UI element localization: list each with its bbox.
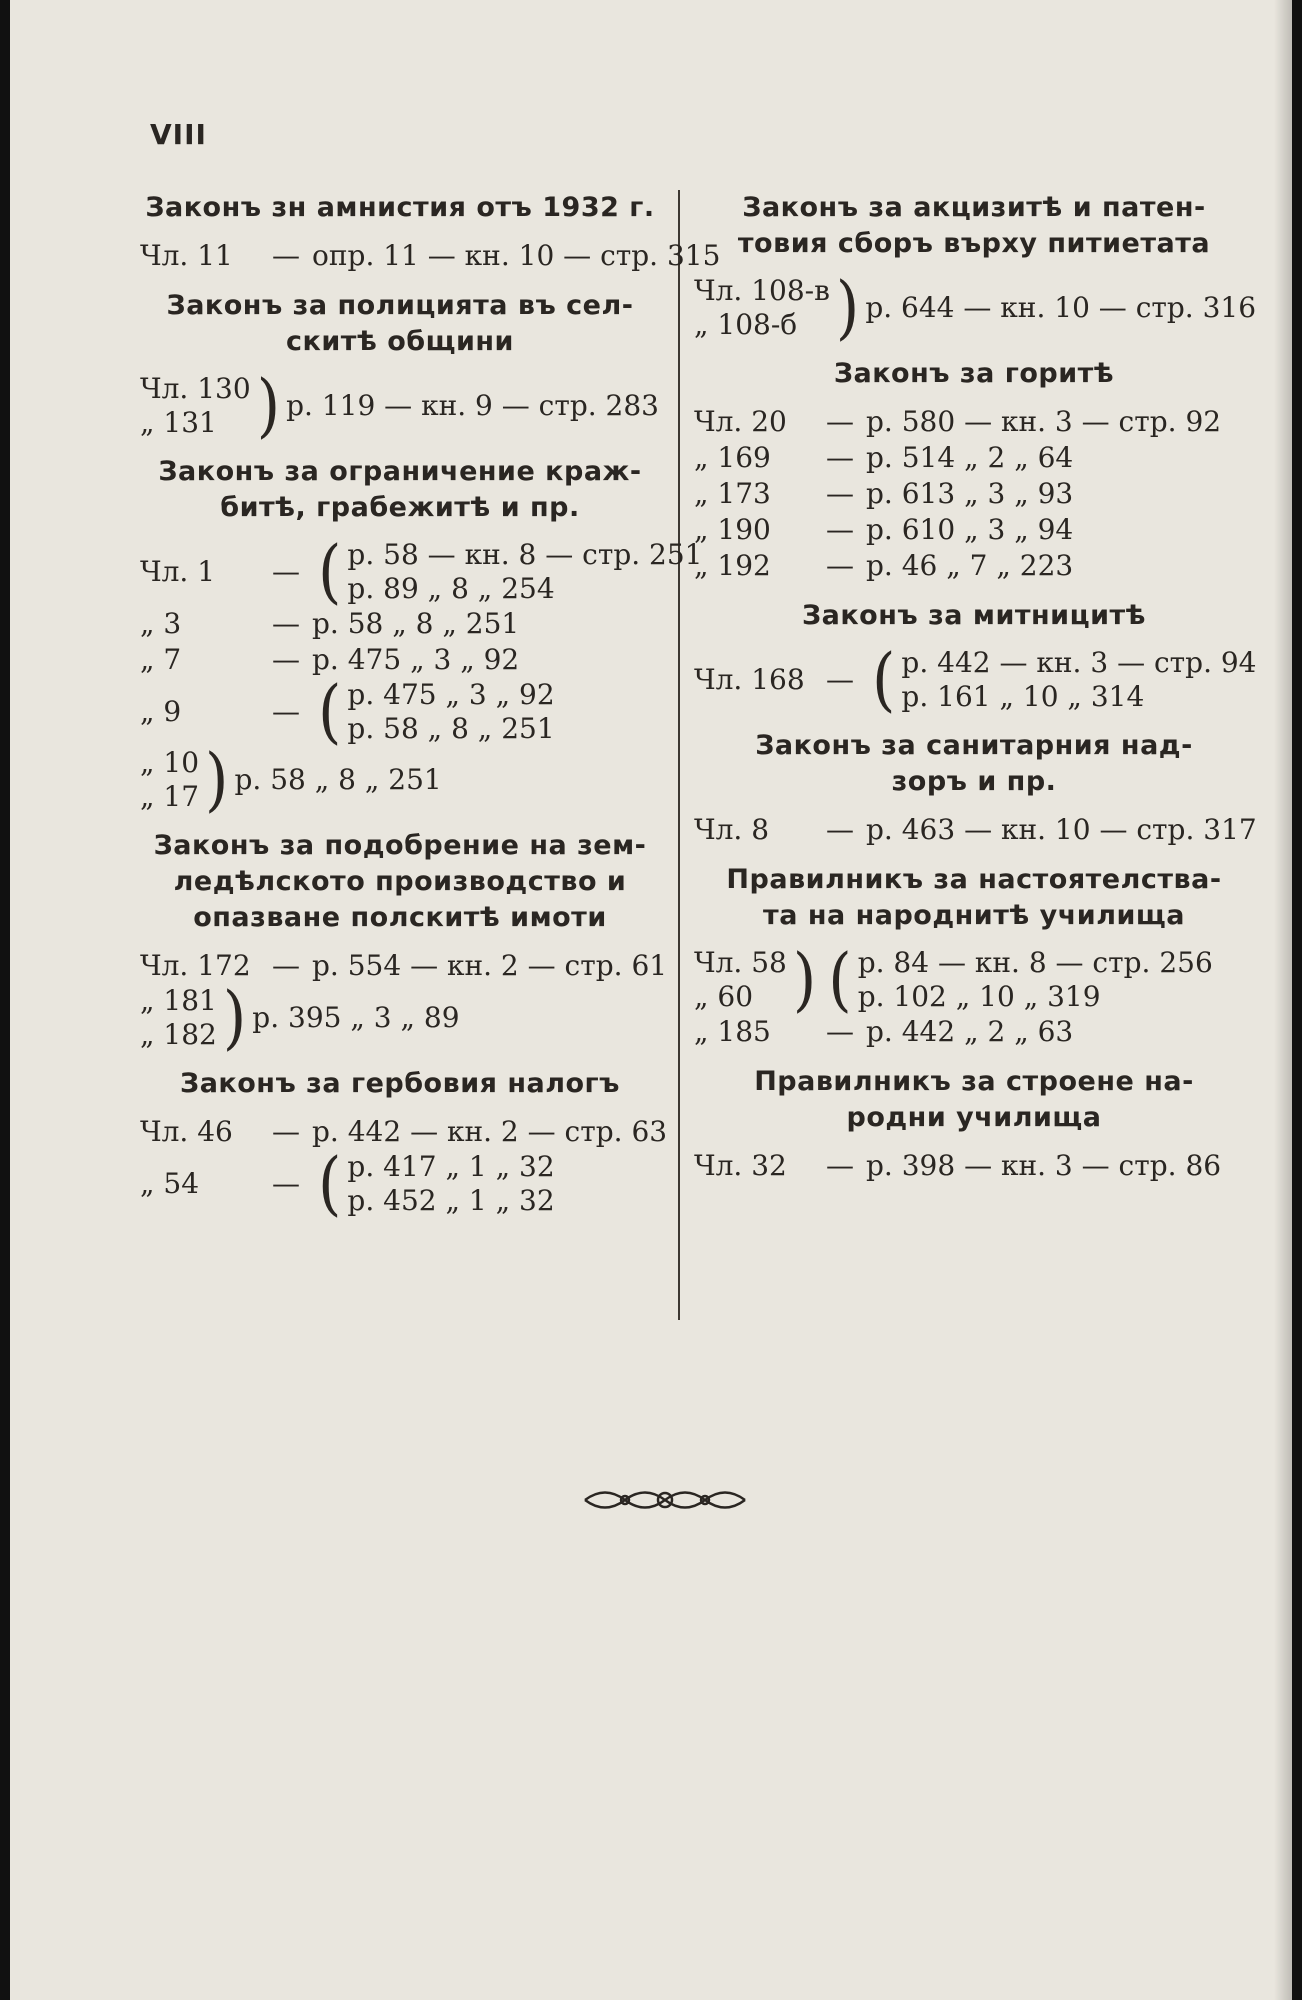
law-title-line: Законъ за гербовия налогъ: [180, 1068, 620, 1099]
article-references: [694, 939, 1254, 1050]
reference: р. 514 „ 2 „ 64: [866, 441, 1074, 474]
law-title: [140, 190, 660, 226]
article-references: [694, 1148, 1254, 1184]
dash: —: [826, 441, 854, 474]
article-row: [140, 238, 721, 274]
article-row: [140, 365, 660, 447]
reference: р. 554 — кн. 2 — стр. 61: [312, 949, 668, 982]
article-number: Чл. 168: [694, 663, 805, 696]
dash: —: [826, 513, 854, 546]
article-number: Чл. 8: [694, 813, 770, 846]
article-row: [694, 267, 1257, 349]
reference: р. 58 — кн. 8 — стр. 251: [347, 538, 703, 571]
law-title: [694, 598, 1254, 634]
closing-brace: ): [835, 267, 860, 349]
book-page: [10, 0, 1292, 2000]
law-title-line: зоръ и пр.: [891, 766, 1057, 797]
reference-group: [347, 678, 554, 746]
law-title: [140, 288, 660, 360]
reference: р. 613 „ 3 „ 93: [866, 477, 1074, 510]
law-title: [140, 1066, 660, 1102]
closing-brace: ): [256, 365, 281, 447]
dash: —: [272, 695, 300, 728]
reference: р. 417 „ 1 „ 32: [347, 1150, 555, 1183]
law-section: [140, 828, 668, 1059]
article-numbers: [140, 746, 199, 814]
article-row: [140, 1114, 668, 1150]
law-title-line: Законъ за горитѣ: [833, 358, 1115, 389]
law-title-line: Законъ за митницитѣ: [801, 600, 1147, 631]
article-numbers: [140, 372, 251, 440]
dash: —: [272, 949, 300, 982]
law-title-line: опазване полскитѣ имоти: [193, 902, 607, 933]
law-title: [694, 728, 1254, 800]
article-references: [140, 948, 668, 1059]
article-number: „ 60: [694, 980, 754, 1013]
article-numbers: [694, 946, 787, 1014]
article-numbers: [694, 274, 830, 342]
reference: р. 161 „ 10 „ 314: [901, 680, 1145, 713]
closing-brace: ): [222, 977, 247, 1059]
law-title-line: товия сборъ върху питиетата: [737, 228, 1211, 259]
article-number: Чл. 108-в: [694, 274, 830, 307]
reference: р. 119 — кн. 9 — стр. 283: [286, 389, 659, 422]
reference: р. 58 „ 8 „ 251: [347, 712, 555, 745]
reference-group: [901, 646, 1256, 714]
article-references: [140, 238, 721, 274]
reference: р. 463 — кн. 10 — стр. 317: [866, 813, 1257, 846]
reference-group: [347, 1150, 554, 1218]
article-references: [694, 267, 1257, 349]
article-row: [140, 739, 660, 821]
article-row: [694, 1014, 1254, 1050]
article-number: Чл. 172: [140, 949, 251, 982]
reference: р. 442 — кн. 3 — стр. 94: [901, 646, 1257, 679]
article-row: [140, 531, 703, 613]
right-column: [694, 190, 1257, 1198]
reference: р. 442 — кн. 2 — стр. 63: [312, 1115, 668, 1148]
article-number: „ 185: [694, 1015, 771, 1048]
article-number: „ 17: [140, 780, 200, 813]
law-section: [140, 288, 660, 447]
dash: —: [826, 663, 854, 696]
closing-brace: ): [205, 739, 229, 821]
article-row: [694, 440, 1254, 476]
dash: —: [826, 813, 854, 846]
left-column: [140, 190, 721, 1232]
dash: —: [272, 555, 300, 588]
dash: —: [272, 607, 300, 640]
dash: —: [826, 1149, 854, 1182]
article-references: [140, 365, 660, 447]
law-title-line: Законъ за акцизитѣ и патен-: [742, 192, 1206, 223]
page-number: VIII: [150, 118, 207, 151]
law-title: [694, 1064, 1254, 1136]
reference: р. 475 „ 3 „ 92: [347, 678, 555, 711]
law-title-line: ледѣлското производство и: [173, 866, 627, 897]
article-row: [694, 939, 1254, 1021]
reference: р. 398 — кн. 3 — стр. 86: [866, 1149, 1222, 1182]
article-number: „ 173: [694, 477, 771, 510]
dash: —: [826, 1015, 854, 1048]
ornament-icon: [580, 1480, 750, 1520]
law-section: [694, 862, 1254, 1050]
article-row: [694, 404, 1254, 440]
dash: —: [826, 477, 854, 510]
article-number: „ 192: [694, 549, 771, 582]
article-references: [694, 404, 1254, 584]
article-row: [140, 977, 660, 1059]
article-row: [694, 548, 1254, 584]
article-number: „ 190: [694, 513, 771, 546]
law-title: [694, 356, 1254, 392]
article-number: Чл. 32: [694, 1149, 787, 1182]
law-section: [140, 190, 721, 274]
law-section: [140, 454, 703, 821]
reference: р. 58 „ 8 „ 251: [312, 607, 520, 640]
reference: р. 610 „ 3 „ 94: [866, 513, 1074, 546]
article-number: Чл. 46: [140, 1115, 233, 1148]
article-row: [694, 639, 1257, 721]
article-references: [140, 531, 703, 821]
closing-brace: ): [792, 939, 817, 1021]
article-references: [694, 639, 1257, 721]
article-references: [694, 812, 1257, 848]
opening-brace: (: [828, 939, 852, 1021]
reference: р. 442 „ 2 „ 63: [866, 1015, 1074, 1048]
law-section: [694, 356, 1254, 584]
reference: р. 475 „ 3 „ 92: [312, 643, 520, 676]
law-section: [694, 1064, 1254, 1184]
law-title-line: Правилникъ за строене на-: [754, 1066, 1194, 1097]
article-number: „ 108-б: [694, 308, 798, 341]
article-number: „ 7: [140, 643, 182, 676]
column-divider: [678, 190, 680, 1320]
law-title-line: Законъ за санитарния над-: [755, 730, 1193, 761]
dash: —: [272, 239, 300, 272]
dash: —: [826, 405, 854, 438]
article-row: [694, 512, 1254, 548]
law-title-line: Законъ зн амнистия отъ 1932 г.: [145, 192, 655, 223]
reference: р. 644 — кн. 10 — стр. 316: [865, 291, 1257, 324]
law-title: [140, 454, 660, 526]
article-references: [140, 1114, 668, 1225]
article-row: [694, 476, 1254, 512]
article-row: [694, 812, 1257, 848]
opening-brace: (: [872, 639, 896, 721]
article-number: „ 182: [140, 1018, 217, 1051]
article-number: „ 9: [140, 695, 182, 728]
reference: р. 395 „ 3 „ 89: [252, 1001, 460, 1034]
dash: —: [272, 1115, 300, 1148]
law-title: [694, 862, 1254, 934]
article-row: [140, 671, 660, 753]
article-number: „ 3: [140, 607, 182, 640]
reference: р. 89 „ 8 „ 254: [347, 572, 555, 605]
article-number: „ 181: [140, 984, 217, 1017]
article-numbers: [140, 984, 217, 1052]
article-number: „ 10: [140, 746, 200, 779]
article-number: „ 169: [694, 441, 771, 474]
reference: р. 46 „ 7 „ 223: [866, 549, 1074, 582]
law-title-line: Правилникъ за настоятелства-: [726, 864, 1222, 895]
article-number: Чл. 130: [140, 372, 251, 405]
reference: р. 58 „ 8 „ 251: [234, 763, 442, 796]
reference: р. 102 „ 10 „ 319: [857, 980, 1101, 1013]
article-row: [140, 642, 660, 678]
reference: р. 84 — кн. 8 — стр. 256: [857, 946, 1213, 979]
law-section: [694, 598, 1257, 721]
reference: р. 452 „ 1 „ 32: [347, 1184, 555, 1217]
law-section: [140, 1066, 668, 1225]
dash: —: [272, 1167, 300, 1200]
article-number: Чл. 58: [694, 946, 787, 979]
dash: —: [272, 643, 300, 676]
law-title-line: скитѣ общини: [286, 326, 514, 357]
law-section: [694, 190, 1257, 349]
reference-group: [347, 538, 702, 606]
reference: опр. 11 — кн. 10 — стр. 315: [312, 239, 721, 272]
law-title-line: битѣ, грабежитѣ и пр.: [220, 492, 580, 523]
article-row: [140, 948, 668, 984]
law-title-line: родни училища: [846, 1102, 1102, 1133]
article-row: [694, 1148, 1254, 1184]
article-row: [140, 606, 660, 642]
article-number: „ 131: [140, 406, 217, 439]
law-title: [694, 190, 1254, 262]
opening-brace: (: [318, 531, 342, 613]
opening-brace: (: [318, 1143, 342, 1225]
dash: —: [826, 549, 854, 582]
article-number: Чл. 20: [694, 405, 787, 438]
law-title-line: Законъ за подобрение на зем-: [153, 830, 647, 861]
law-title-line: Законъ за ограничение краж-: [158, 456, 642, 487]
reference: р. 580 — кн. 3 — стр. 92: [866, 405, 1222, 438]
law-section: [694, 728, 1257, 848]
opening-brace: (: [318, 671, 342, 753]
law-title: [140, 828, 660, 936]
law-title-line: Законъ за полицията въ сел-: [166, 290, 634, 321]
article-number: Чл. 1: [140, 555, 216, 588]
reference-group: [858, 946, 1213, 1014]
article-number: Чл. 11: [140, 239, 233, 272]
law-title-line: та на народнитѣ училища: [763, 900, 1185, 931]
article-number: „ 54: [140, 1167, 200, 1200]
article-row: [140, 1143, 660, 1225]
